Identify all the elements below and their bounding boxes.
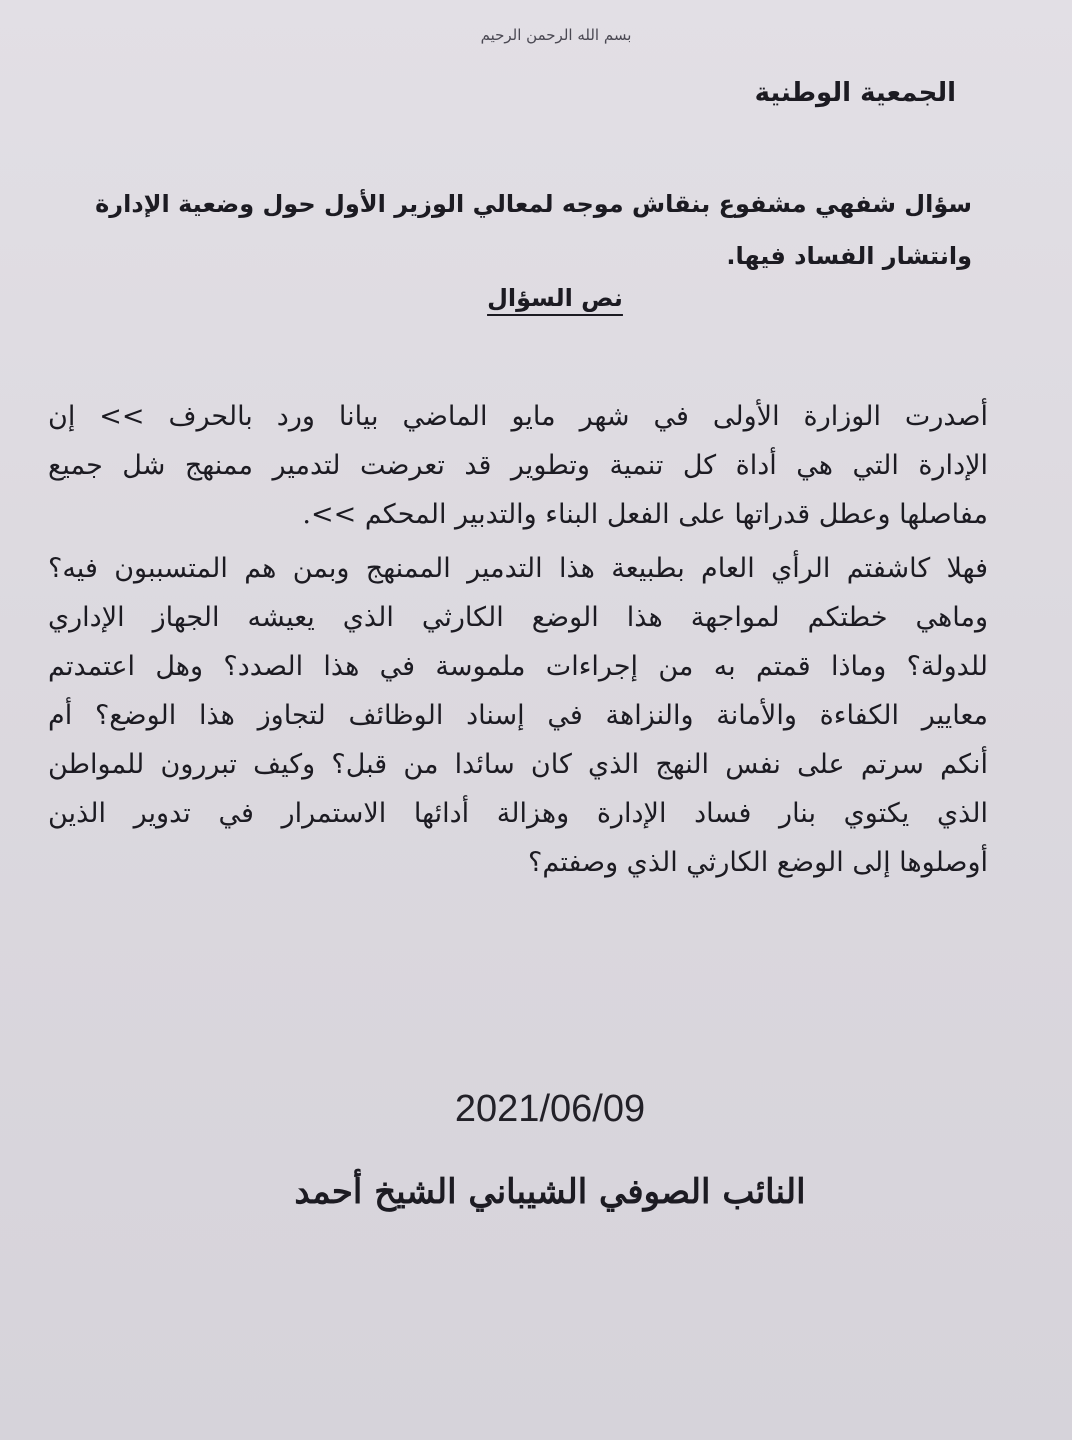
paragraph-questions: [48, 544, 988, 887]
signature-name: النائب الصوفي الشيباني الشيخ أحمد: [294, 1172, 806, 1212]
document-date: 2021/06/09: [454, 1088, 646, 1130]
paragraph-line: الإدارة التي هي أداة كل تنمية وتطوير قد تعرضت لتدمير ممنهج شل جميع: [48, 450, 988, 481]
paragraph-line: أنكم سرتم على نفس النهج الذي كان سائدا من قبل؟ وكيف تبررون للمواطن: [48, 749, 988, 780]
paragraph-line: مفاصلها وعطل قدراتها على الفعل البناء والتدبير المحكم >>.: [302, 499, 988, 530]
subject-line: سؤال شفهي مشفوع بنقاش موجه لمعالي الوزير الأول حول وضعية الإدارة: [95, 190, 972, 218]
paragraph-line: الذي يكتوي بنار فساد الإدارة وهزالة أدائها الاستمرار في تدوير الذين: [48, 798, 988, 829]
paragraph-line: معايير الكفاءة والأمانة والنزاهة في إسناد الوظائف لتجاوز هذا الوضع؟ أم: [48, 700, 988, 731]
question-subject: [95, 178, 972, 282]
paragraph-line: أصدرت الوزارة الأولى في شهر مايو الماضي بيانا ورد بالحرف >> إن: [48, 401, 988, 432]
basmala: بسم الله الرحمن الرحيم: [480, 26, 632, 44]
assembly-name: الجمعية الوطنية: [754, 78, 956, 108]
subject-line: وانتشار الفساد فيها.: [726, 242, 972, 270]
paragraph-line: فهلا كاشفتم الرأي العام بطبيعة هذا التدمير الممنهج وبمن هم المتسببون فيه؟: [48, 553, 988, 584]
paragraph-statement: [48, 392, 988, 539]
paragraph-line: وماهي خطتكم لمواجهة هذا الوضع الكارثي الذي يعيشه الجهاز الإداري: [48, 602, 988, 633]
paragraph-line: أوصلوها إلى الوضع الكارثي الذي وصفتم؟: [528, 847, 988, 878]
question-heading: نص السؤال: [487, 284, 623, 312]
paragraph-line: للدولة؟ وماذا قمتم به من إجراءات ملموسة في هذا الصدد؟ وهل اعتمدتم: [48, 651, 988, 682]
